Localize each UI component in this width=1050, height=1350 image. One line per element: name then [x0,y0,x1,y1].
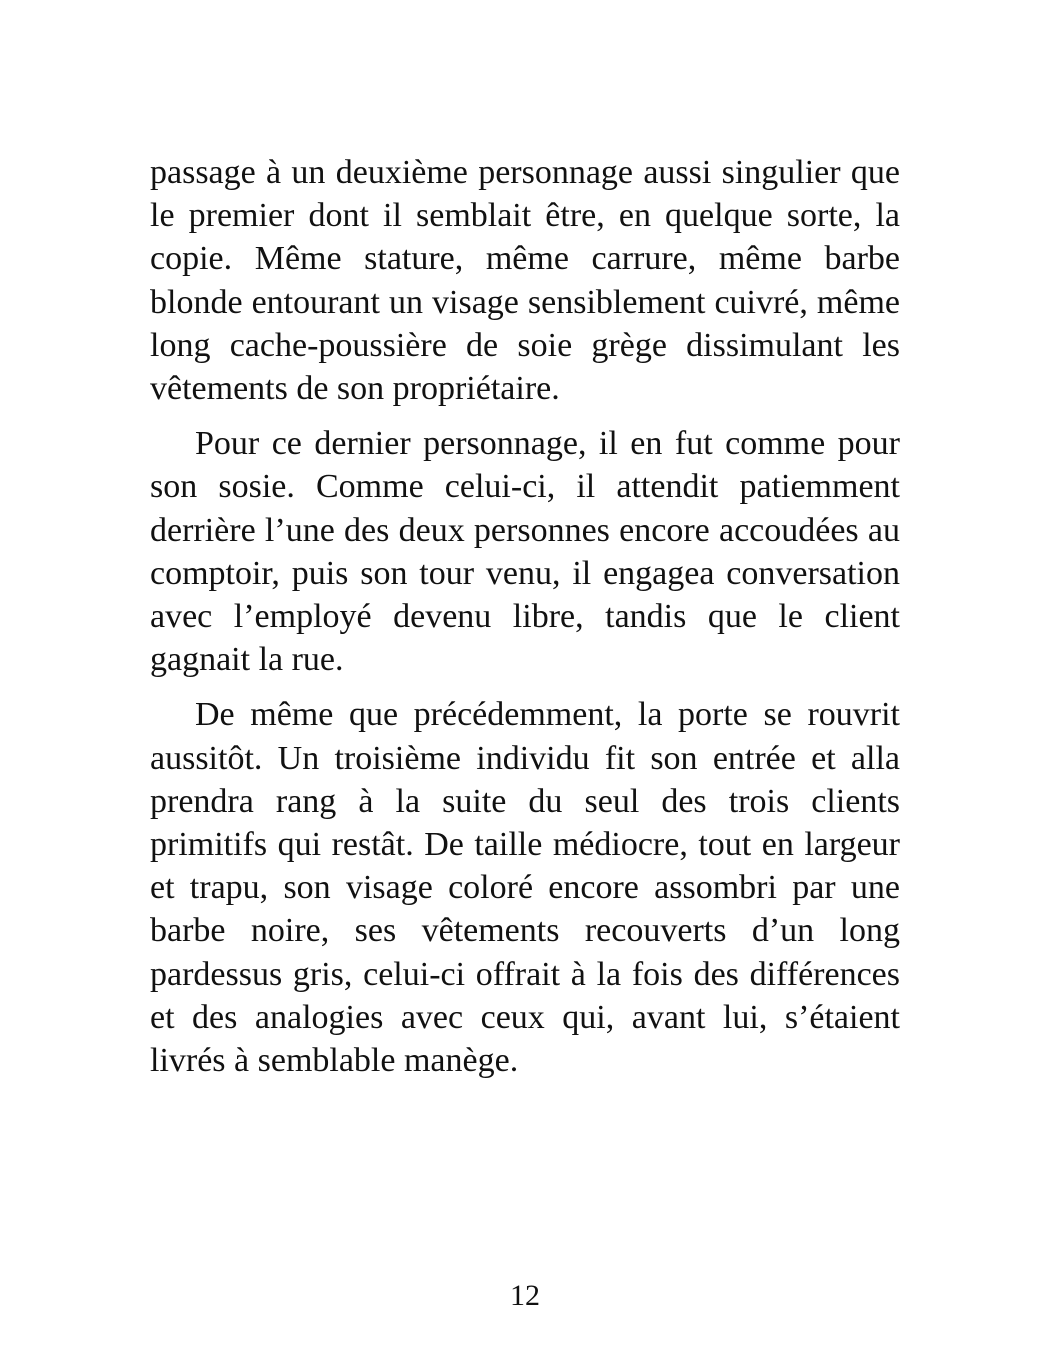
paragraph-3: De même que précédemment, la porte se rouvrit aussitôt. Un troisième individu fit son entrée et alla prendra rang à la suite du seul des trois clients primitifs qui restât. De taille médiocre, tout en largeur et trapu, son visage coloré encore assombri par une barbe noire, ses vêtements recouverts d’un long pardessus gris, celui-ci offrait à la fois des différences et des analogies avec ceux qui, avant lui, s’étaient livrés à semblable manège. [150,696,900,1080]
page-number: 12 [510,1279,540,1312]
body-text [150,151,900,1082]
paragraph-2: Pour ce dernier personnage, il en fut comme pour son sosie. Comme celui-ci, il attendit patiemment derrière l’une des deux personnes encore accoudées au comptoir, puis son tour venu, il engagea conversation avec l’employé devenu libre, tandis que le client gagnait la rue. [150,425,900,679]
paragraph-1: passage à un deuxième personnage aussi singulier que le premier dont il semblait être, en quelque sorte, la copie. Même stature, même carrure, même barbe blonde entourant un visage sensiblement cuivré, même long cache-poussière de soie grège dissimulant les vêtements de son propriétaire. [150,154,900,408]
